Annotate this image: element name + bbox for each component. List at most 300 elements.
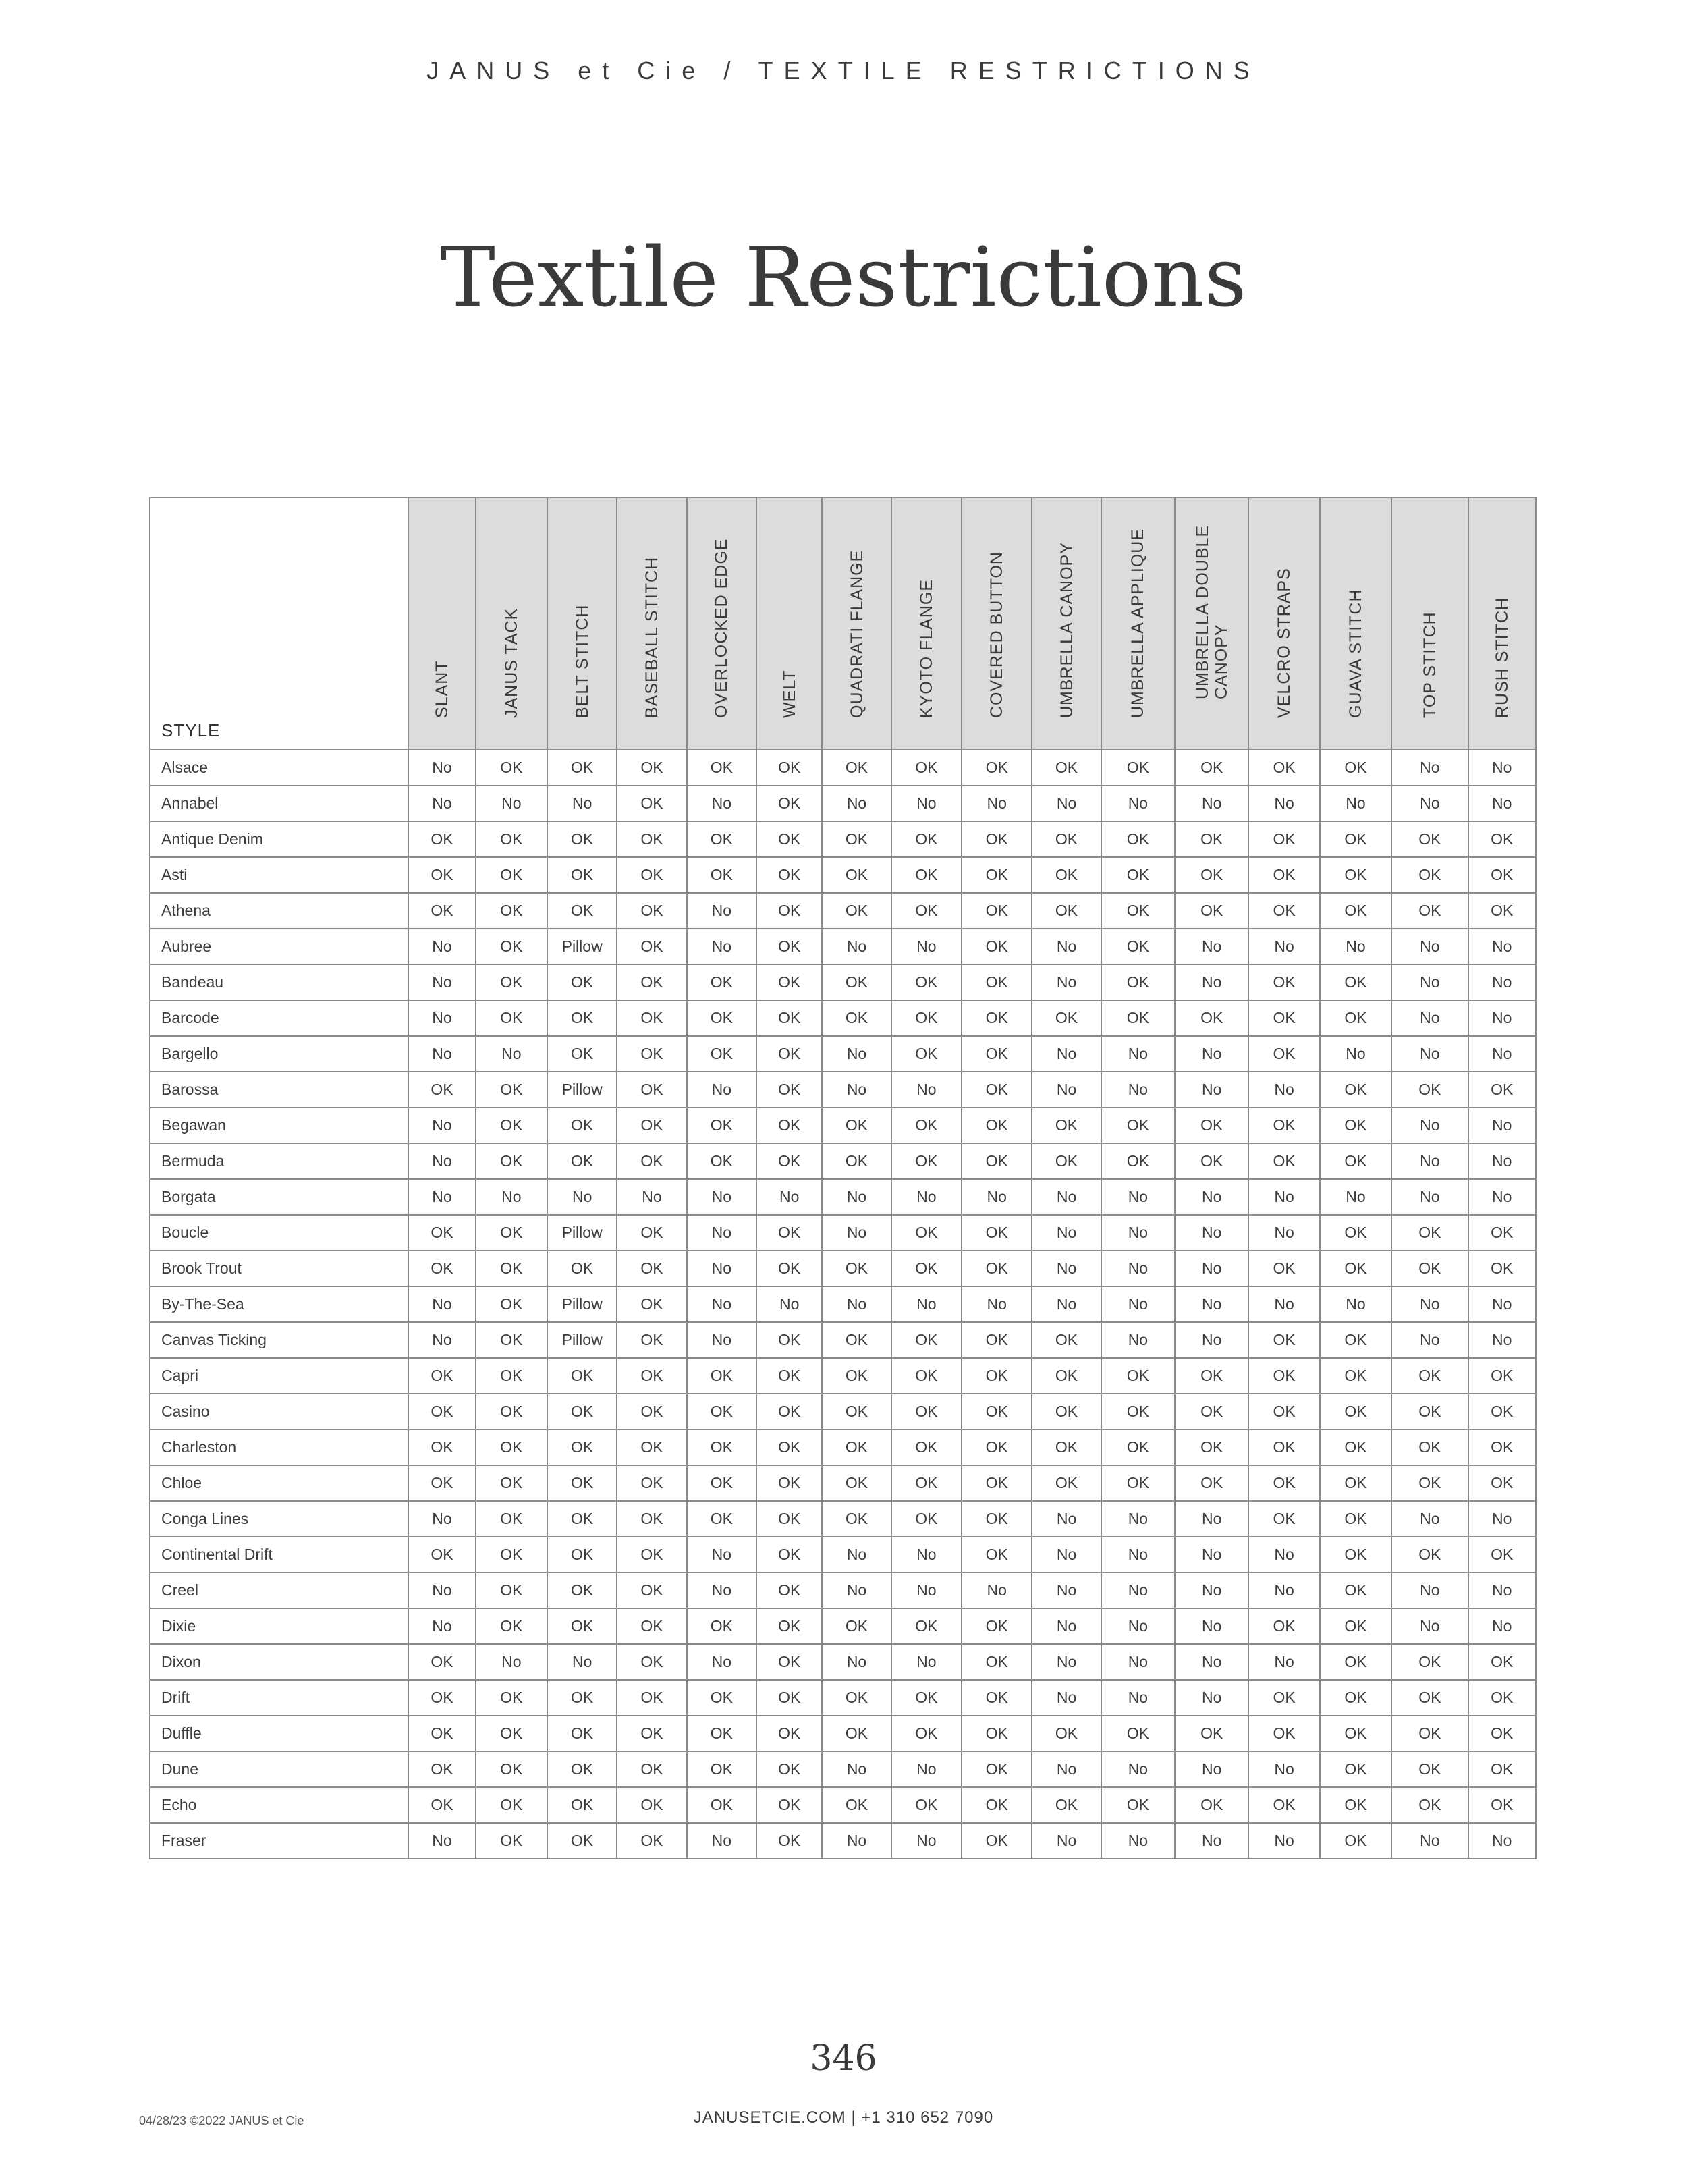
- style-name-cell: Conga Lines: [150, 1501, 408, 1537]
- restriction-cell: No: [1320, 929, 1391, 964]
- restriction-cell: OK: [1320, 750, 1391, 786]
- restriction-cell: OK: [1320, 821, 1391, 857]
- restriction-cell: OK: [408, 1251, 475, 1286]
- restriction-cell: OK: [687, 1000, 756, 1036]
- restriction-cell: OK: [408, 1644, 475, 1680]
- restriction-cell: OK: [962, 929, 1032, 964]
- table-row: [150, 1179, 1536, 1215]
- restriction-cell: OK: [687, 1501, 756, 1537]
- restriction-cell: OK: [617, 1573, 686, 1608]
- restriction-cell: OK: [408, 1751, 475, 1787]
- restriction-cell: No: [687, 1537, 756, 1573]
- footer-contact: JANUSETCIE.COM | +1 310 652 7090: [693, 2108, 994, 2127]
- style-name-cell: Casino: [150, 1394, 408, 1429]
- restriction-cell: No: [1101, 1072, 1175, 1108]
- restriction-cell: OK: [1468, 1644, 1536, 1680]
- restriction-cell: OK: [687, 1680, 756, 1716]
- restriction-cell: OK: [547, 1751, 617, 1787]
- restriction-cell: No: [1468, 1179, 1536, 1215]
- restriction-cell: OK: [756, 1143, 822, 1179]
- style-name-cell: Dune: [150, 1751, 408, 1787]
- restriction-cell: OK: [1320, 1251, 1391, 1286]
- restriction-cell: No: [1468, 929, 1536, 964]
- restriction-cell: OK: [822, 893, 891, 929]
- restriction-cell: OK: [617, 1751, 686, 1787]
- restriction-cell: OK: [756, 821, 822, 857]
- restriction-cell: OK: [962, 1072, 1032, 1108]
- restriction-cell: No: [1468, 1143, 1536, 1179]
- restriction-cell: OK: [1101, 929, 1175, 964]
- restriction-cell: OK: [756, 857, 822, 893]
- table-row: [150, 1823, 1536, 1859]
- restriction-cell: OK: [822, 1000, 891, 1036]
- restriction-cell: No: [1248, 1537, 1319, 1573]
- restriction-cell: Pillow: [547, 1072, 617, 1108]
- restriction-cell: OK: [1175, 1716, 1248, 1751]
- restriction-cell: OK: [617, 1429, 686, 1465]
- table-row: [150, 1143, 1536, 1179]
- restriction-cell: No: [1101, 1251, 1175, 1286]
- restriction-cell: No: [1032, 1501, 1101, 1537]
- restriction-cell: No: [1468, 1286, 1536, 1322]
- restriction-cell: OK: [617, 1465, 686, 1501]
- restriction-cell: OK: [1248, 1680, 1319, 1716]
- restriction-cell: OK: [962, 1322, 1032, 1358]
- restriction-cell: OK: [1101, 1787, 1175, 1823]
- restriction-cell: OK: [1320, 1000, 1391, 1036]
- restriction-cell: No: [1175, 1215, 1248, 1251]
- style-name-cell: Charleston: [150, 1429, 408, 1465]
- restriction-cell: No: [1101, 1823, 1175, 1859]
- restriction-cell: OK: [1468, 1251, 1536, 1286]
- column-header: [1248, 497, 1319, 750]
- restriction-cell: OK: [756, 1751, 822, 1787]
- restriction-cell: OK: [617, 1716, 686, 1751]
- restriction-cell: OK: [547, 821, 617, 857]
- restriction-cell: OK: [476, 1108, 547, 1143]
- restriction-cell: No: [1175, 1036, 1248, 1072]
- restriction-cell: No: [1391, 1143, 1468, 1179]
- restriction-cell: No: [1032, 1179, 1101, 1215]
- style-name-cell: Canvas Ticking: [150, 1322, 408, 1358]
- column-header: [547, 497, 617, 750]
- column-header-label: RUSH STITCH: [1492, 597, 1512, 718]
- page-title: Textile Restrictions: [440, 229, 1247, 325]
- restriction-cell: No: [822, 1751, 891, 1787]
- restriction-cell: OK: [1101, 1143, 1175, 1179]
- restriction-cell: No: [1101, 1680, 1175, 1716]
- style-name-cell: Echo: [150, 1787, 408, 1823]
- restriction-cell: No: [687, 1573, 756, 1608]
- restriction-cell: No: [687, 929, 756, 964]
- column-header: [891, 497, 962, 750]
- restriction-cell: OK: [617, 1787, 686, 1823]
- restriction-cell: OK: [962, 1108, 1032, 1143]
- restriction-cell: OK: [891, 1143, 962, 1179]
- column-header: [408, 497, 475, 750]
- restriction-cell: OK: [476, 1573, 547, 1608]
- restriction-cell: OK: [1320, 1072, 1391, 1108]
- style-name-cell: Duffle: [150, 1716, 408, 1751]
- table-row: [150, 1251, 1536, 1286]
- table-row: [150, 1608, 1536, 1644]
- restriction-cell: OK: [1391, 1751, 1468, 1787]
- restriction-cell: No: [476, 1644, 547, 1680]
- column-header: [822, 497, 891, 750]
- restriction-cell: OK: [1468, 1787, 1536, 1823]
- table-row: [150, 1322, 1536, 1358]
- restriction-cell: OK: [822, 1429, 891, 1465]
- restriction-cell: OK: [1248, 1429, 1319, 1465]
- restriction-cell: OK: [476, 1823, 547, 1859]
- restriction-cell: No: [408, 1501, 475, 1537]
- restriction-cell: OK: [1468, 1537, 1536, 1573]
- restriction-cell: OK: [617, 1072, 686, 1108]
- restriction-cell: OK: [1320, 857, 1391, 893]
- restriction-cell: No: [1248, 1215, 1319, 1251]
- style-name-cell: Boucle: [150, 1215, 408, 1251]
- restriction-cell: No: [891, 929, 962, 964]
- restriction-cell: OK: [1391, 1429, 1468, 1465]
- restriction-cell: OK: [617, 1036, 686, 1072]
- restriction-cell: OK: [687, 821, 756, 857]
- restriction-cell: OK: [822, 857, 891, 893]
- column-header-label: COVERED BUTTON: [987, 551, 1007, 718]
- restriction-cell: OK: [1391, 1394, 1468, 1429]
- restriction-cell: OK: [1175, 1000, 1248, 1036]
- restriction-cell: No: [1101, 1644, 1175, 1680]
- restriction-cell: OK: [1468, 1680, 1536, 1716]
- restriction-cell: No: [891, 1573, 962, 1608]
- restriction-cell: OK: [822, 1251, 891, 1286]
- style-name-cell: Capri: [150, 1358, 408, 1394]
- restriction-cell: No: [408, 1000, 475, 1036]
- restriction-cell: OK: [617, 1143, 686, 1179]
- restriction-cell: OK: [822, 1108, 891, 1143]
- restriction-cell: OK: [891, 1251, 962, 1286]
- column-header-label: BASEBALL STITCH: [642, 556, 661, 718]
- restriction-cell: OK: [1320, 964, 1391, 1000]
- restriction-cell: No: [408, 750, 475, 786]
- restriction-cell: OK: [1391, 1465, 1468, 1501]
- restriction-cell: OK: [756, 1072, 822, 1108]
- restriction-cell: OK: [1320, 1608, 1391, 1644]
- restriction-cell: No: [1468, 786, 1536, 821]
- restriction-cell: No: [1101, 1036, 1175, 1072]
- restriction-cell: OK: [1248, 1787, 1319, 1823]
- restriction-cell: OK: [408, 857, 475, 893]
- restriction-cell: No: [1175, 929, 1248, 964]
- restriction-cell: No: [1032, 1573, 1101, 1608]
- restriction-cell: OK: [1320, 1680, 1391, 1716]
- restriction-cell: No: [1248, 929, 1319, 964]
- restriction-cell: No: [547, 1179, 617, 1215]
- restriction-cell: Pillow: [547, 1215, 617, 1251]
- restriction-cell: OK: [1468, 1358, 1536, 1394]
- restriction-cell: OK: [617, 1108, 686, 1143]
- restriction-cell: No: [1468, 1608, 1536, 1644]
- restriction-cell: OK: [1101, 1465, 1175, 1501]
- restriction-cell: OK: [617, 1000, 686, 1036]
- table-row: [150, 1215, 1536, 1251]
- restriction-cell: No: [1101, 1751, 1175, 1787]
- restriction-cell: OK: [1175, 893, 1248, 929]
- column-header: [617, 497, 686, 750]
- table-row: [150, 1286, 1536, 1322]
- style-name-cell: Bargello: [150, 1036, 408, 1072]
- restriction-cell: No: [962, 1573, 1032, 1608]
- restriction-cell: OK: [822, 1608, 891, 1644]
- restriction-cell: OK: [617, 750, 686, 786]
- restriction-cell: OK: [547, 1537, 617, 1573]
- restriction-cell: OK: [1248, 1143, 1319, 1179]
- restriction-cell: OK: [408, 1358, 475, 1394]
- restriction-cell: OK: [962, 1823, 1032, 1859]
- restriction-cell: OK: [547, 1608, 617, 1644]
- restriction-cell: OK: [1320, 1429, 1391, 1465]
- style-name-cell: Aubree: [150, 929, 408, 964]
- restriction-cell: OK: [822, 1716, 891, 1751]
- restriction-cell: OK: [476, 1322, 547, 1358]
- restriction-cell: No: [822, 1179, 891, 1215]
- restriction-cell: OK: [891, 821, 962, 857]
- restriction-cell: OK: [756, 1787, 822, 1823]
- restriction-cell: OK: [1320, 1644, 1391, 1680]
- restriction-cell: No: [617, 1179, 686, 1215]
- restriction-cell: No: [756, 1286, 822, 1322]
- restriction-cell: OK: [1175, 1143, 1248, 1179]
- restriction-cell: OK: [408, 893, 475, 929]
- restriction-cell: OK: [617, 1608, 686, 1644]
- table-row: [150, 929, 1536, 964]
- restriction-cell: No: [1320, 1179, 1391, 1215]
- restriction-cell: No: [1175, 1286, 1248, 1322]
- restriction-cell: No: [891, 1644, 962, 1680]
- table-row: [150, 1537, 1536, 1573]
- restriction-cell: OK: [1248, 1608, 1319, 1644]
- restriction-cell: OK: [962, 964, 1032, 1000]
- restriction-cell: OK: [891, 1036, 962, 1072]
- restriction-cell: OK: [756, 1823, 822, 1859]
- style-name-cell: Asti: [150, 857, 408, 893]
- restriction-cell: No: [408, 1179, 475, 1215]
- page-number: 346: [810, 2038, 877, 2079]
- table-row: [150, 893, 1536, 929]
- restriction-cell: No: [1248, 1644, 1319, 1680]
- style-name-cell: Brook Trout: [150, 1251, 408, 1286]
- restriction-cell: OK: [1320, 1143, 1391, 1179]
- restriction-cell: OK: [822, 1322, 891, 1358]
- restriction-cell: OK: [891, 1215, 962, 1251]
- restriction-cell: OK: [756, 1108, 822, 1143]
- restriction-cell: OK: [547, 964, 617, 1000]
- table-row: [150, 821, 1536, 857]
- style-name-cell: Creel: [150, 1573, 408, 1608]
- style-name-cell: Fraser: [150, 1823, 408, 1859]
- restriction-cell: OK: [617, 1322, 686, 1358]
- restriction-cell: OK: [1101, 1429, 1175, 1465]
- restriction-cell: OK: [476, 821, 547, 857]
- restriction-cell: No: [891, 1072, 962, 1108]
- restriction-cell: OK: [408, 1429, 475, 1465]
- restriction-cell: OK: [1391, 1251, 1468, 1286]
- restriction-cell: OK: [617, 1358, 686, 1394]
- restriction-cell: No: [1175, 1072, 1248, 1108]
- restriction-cell: OK: [547, 750, 617, 786]
- restriction-cell: OK: [756, 1251, 822, 1286]
- restriction-cell: OK: [476, 1787, 547, 1823]
- restriction-cell: OK: [687, 1751, 756, 1787]
- restriction-cell: No: [1468, 1322, 1536, 1358]
- restriction-cell: OK: [1032, 1143, 1101, 1179]
- column-header: [1032, 497, 1101, 750]
- style-column-header: [150, 497, 408, 750]
- column-header-label: GUAVA STITCH: [1346, 589, 1365, 718]
- restriction-cell: OK: [756, 1573, 822, 1608]
- restriction-cell: No: [1032, 1286, 1101, 1322]
- restriction-cell: OK: [962, 1501, 1032, 1537]
- restriction-cell: OK: [756, 1429, 822, 1465]
- restriction-cell: OK: [962, 1394, 1032, 1429]
- restriction-cell: OK: [962, 1644, 1032, 1680]
- table-row: [150, 1644, 1536, 1680]
- restriction-cell: OK: [1101, 964, 1175, 1000]
- restriction-cell: OK: [687, 1108, 756, 1143]
- column-header-label: KYOTO FLANGE: [916, 578, 936, 718]
- column-header: [1320, 497, 1391, 750]
- restriction-cell: No: [408, 1108, 475, 1143]
- restriction-cell: No: [1032, 786, 1101, 821]
- restriction-cell: OK: [962, 1143, 1032, 1179]
- restriction-cell: OK: [617, 1537, 686, 1573]
- restriction-cell: OK: [1248, 1394, 1319, 1429]
- restriction-cell: No: [1468, 1036, 1536, 1072]
- column-header-label: UMBRELLA DOUBLE CANOPY: [1192, 524, 1231, 699]
- restriction-cell: OK: [891, 1608, 962, 1644]
- restriction-cell: OK: [891, 1358, 962, 1394]
- restriction-cell: OK: [476, 1680, 547, 1716]
- style-name-cell: Drift: [150, 1680, 408, 1716]
- restriction-cell: OK: [1391, 1787, 1468, 1823]
- restriction-cell: No: [891, 1537, 962, 1573]
- restriction-cell: No: [687, 1644, 756, 1680]
- restriction-cell: OK: [1391, 1537, 1468, 1573]
- table-row: [150, 1501, 1536, 1537]
- running-head: JANUS et Cie / TEXTILE RESTRICTIONS: [426, 57, 1261, 84]
- restriction-cell: OK: [476, 750, 547, 786]
- restriction-cell: OK: [476, 1394, 547, 1429]
- restriction-cell: No: [408, 1322, 475, 1358]
- restriction-cell: No: [1248, 1573, 1319, 1608]
- restriction-cell: No: [891, 1286, 962, 1322]
- restriction-cell: No: [1032, 964, 1101, 1000]
- restriction-cell: No: [1468, 750, 1536, 786]
- restriction-cell: No: [1032, 1537, 1101, 1573]
- column-header-label: VELCRO STRAPS: [1275, 568, 1294, 718]
- restriction-cell: No: [1175, 964, 1248, 1000]
- restriction-cell: OK: [1391, 893, 1468, 929]
- restriction-cell: OK: [476, 1716, 547, 1751]
- restriction-cell: No: [1032, 1072, 1101, 1108]
- restriction-cell: OK: [1101, 1108, 1175, 1143]
- restriction-cell: OK: [687, 1787, 756, 1823]
- restriction-cell: OK: [1032, 1465, 1101, 1501]
- restriction-cell: No: [408, 1573, 475, 1608]
- restriction-cell: OK: [1391, 1680, 1468, 1716]
- restriction-cell: OK: [1101, 821, 1175, 857]
- restriction-cell: OK: [1175, 1465, 1248, 1501]
- restriction-cell: OK: [756, 1501, 822, 1537]
- restriction-cell: No: [1391, 1286, 1468, 1322]
- restriction-cell: OK: [1468, 821, 1536, 857]
- restriction-cell: No: [408, 1823, 475, 1859]
- table-row: [150, 750, 1536, 786]
- restriction-cell: No: [1248, 1751, 1319, 1787]
- restriction-cell: No: [476, 1036, 547, 1072]
- restriction-cell: OK: [408, 1215, 475, 1251]
- restriction-cell: OK: [1320, 1787, 1391, 1823]
- restriction-cell: OK: [408, 1716, 475, 1751]
- restriction-cell: OK: [891, 1322, 962, 1358]
- restriction-cell: No: [1468, 1573, 1536, 1608]
- restriction-cell: OK: [891, 1465, 962, 1501]
- restriction-cell: OK: [617, 1501, 686, 1537]
- restriction-cell: OK: [476, 1501, 547, 1537]
- restriction-cell: No: [1248, 1179, 1319, 1215]
- restriction-cell: OK: [408, 1787, 475, 1823]
- style-name-cell: Athena: [150, 893, 408, 929]
- restriction-cell: OK: [476, 1000, 547, 1036]
- restriction-cell: OK: [617, 893, 686, 929]
- restriction-cell: No: [1320, 1286, 1391, 1322]
- restriction-cell: OK: [617, 786, 686, 821]
- restriction-cell: OK: [1175, 1787, 1248, 1823]
- restriction-cell: No: [1175, 1537, 1248, 1573]
- restriction-cell: OK: [962, 1358, 1032, 1394]
- restriction-cell: OK: [1101, 1394, 1175, 1429]
- style-name-cell: By-The-Sea: [150, 1286, 408, 1322]
- restriction-cell: OK: [891, 1108, 962, 1143]
- restriction-cell: No: [1032, 1608, 1101, 1644]
- restriction-cell: OK: [1248, 821, 1319, 857]
- restriction-cell: OK: [476, 964, 547, 1000]
- restriction-cell: No: [1101, 1573, 1175, 1608]
- restriction-cell: OK: [1248, 893, 1319, 929]
- restriction-cell: OK: [617, 1823, 686, 1859]
- style-name-cell: Alsace: [150, 750, 408, 786]
- restriction-cell: OK: [617, 1680, 686, 1716]
- restriction-cell: No: [1101, 1537, 1175, 1573]
- table-row: [150, 1787, 1536, 1823]
- restriction-cell: OK: [1248, 964, 1319, 1000]
- restriction-cell: No: [962, 786, 1032, 821]
- table-row: [150, 1465, 1536, 1501]
- restriction-cell: OK: [547, 1143, 617, 1179]
- restriction-cell: OK: [756, 1394, 822, 1429]
- restriction-cell: OK: [1101, 1716, 1175, 1751]
- restriction-cell: OK: [1391, 1072, 1468, 1108]
- restriction-cell: OK: [547, 1716, 617, 1751]
- restriction-cell: OK: [962, 1680, 1032, 1716]
- restriction-cell: OK: [1320, 1537, 1391, 1573]
- restriction-cell: OK: [1175, 1394, 1248, 1429]
- restriction-cell: No: [1032, 1644, 1101, 1680]
- style-name-cell: Barcode: [150, 1000, 408, 1036]
- restriction-cell: No: [1248, 1286, 1319, 1322]
- restriction-cell: OK: [1320, 1823, 1391, 1859]
- restriction-cell: OK: [756, 750, 822, 786]
- restriction-cell: OK: [1248, 1251, 1319, 1286]
